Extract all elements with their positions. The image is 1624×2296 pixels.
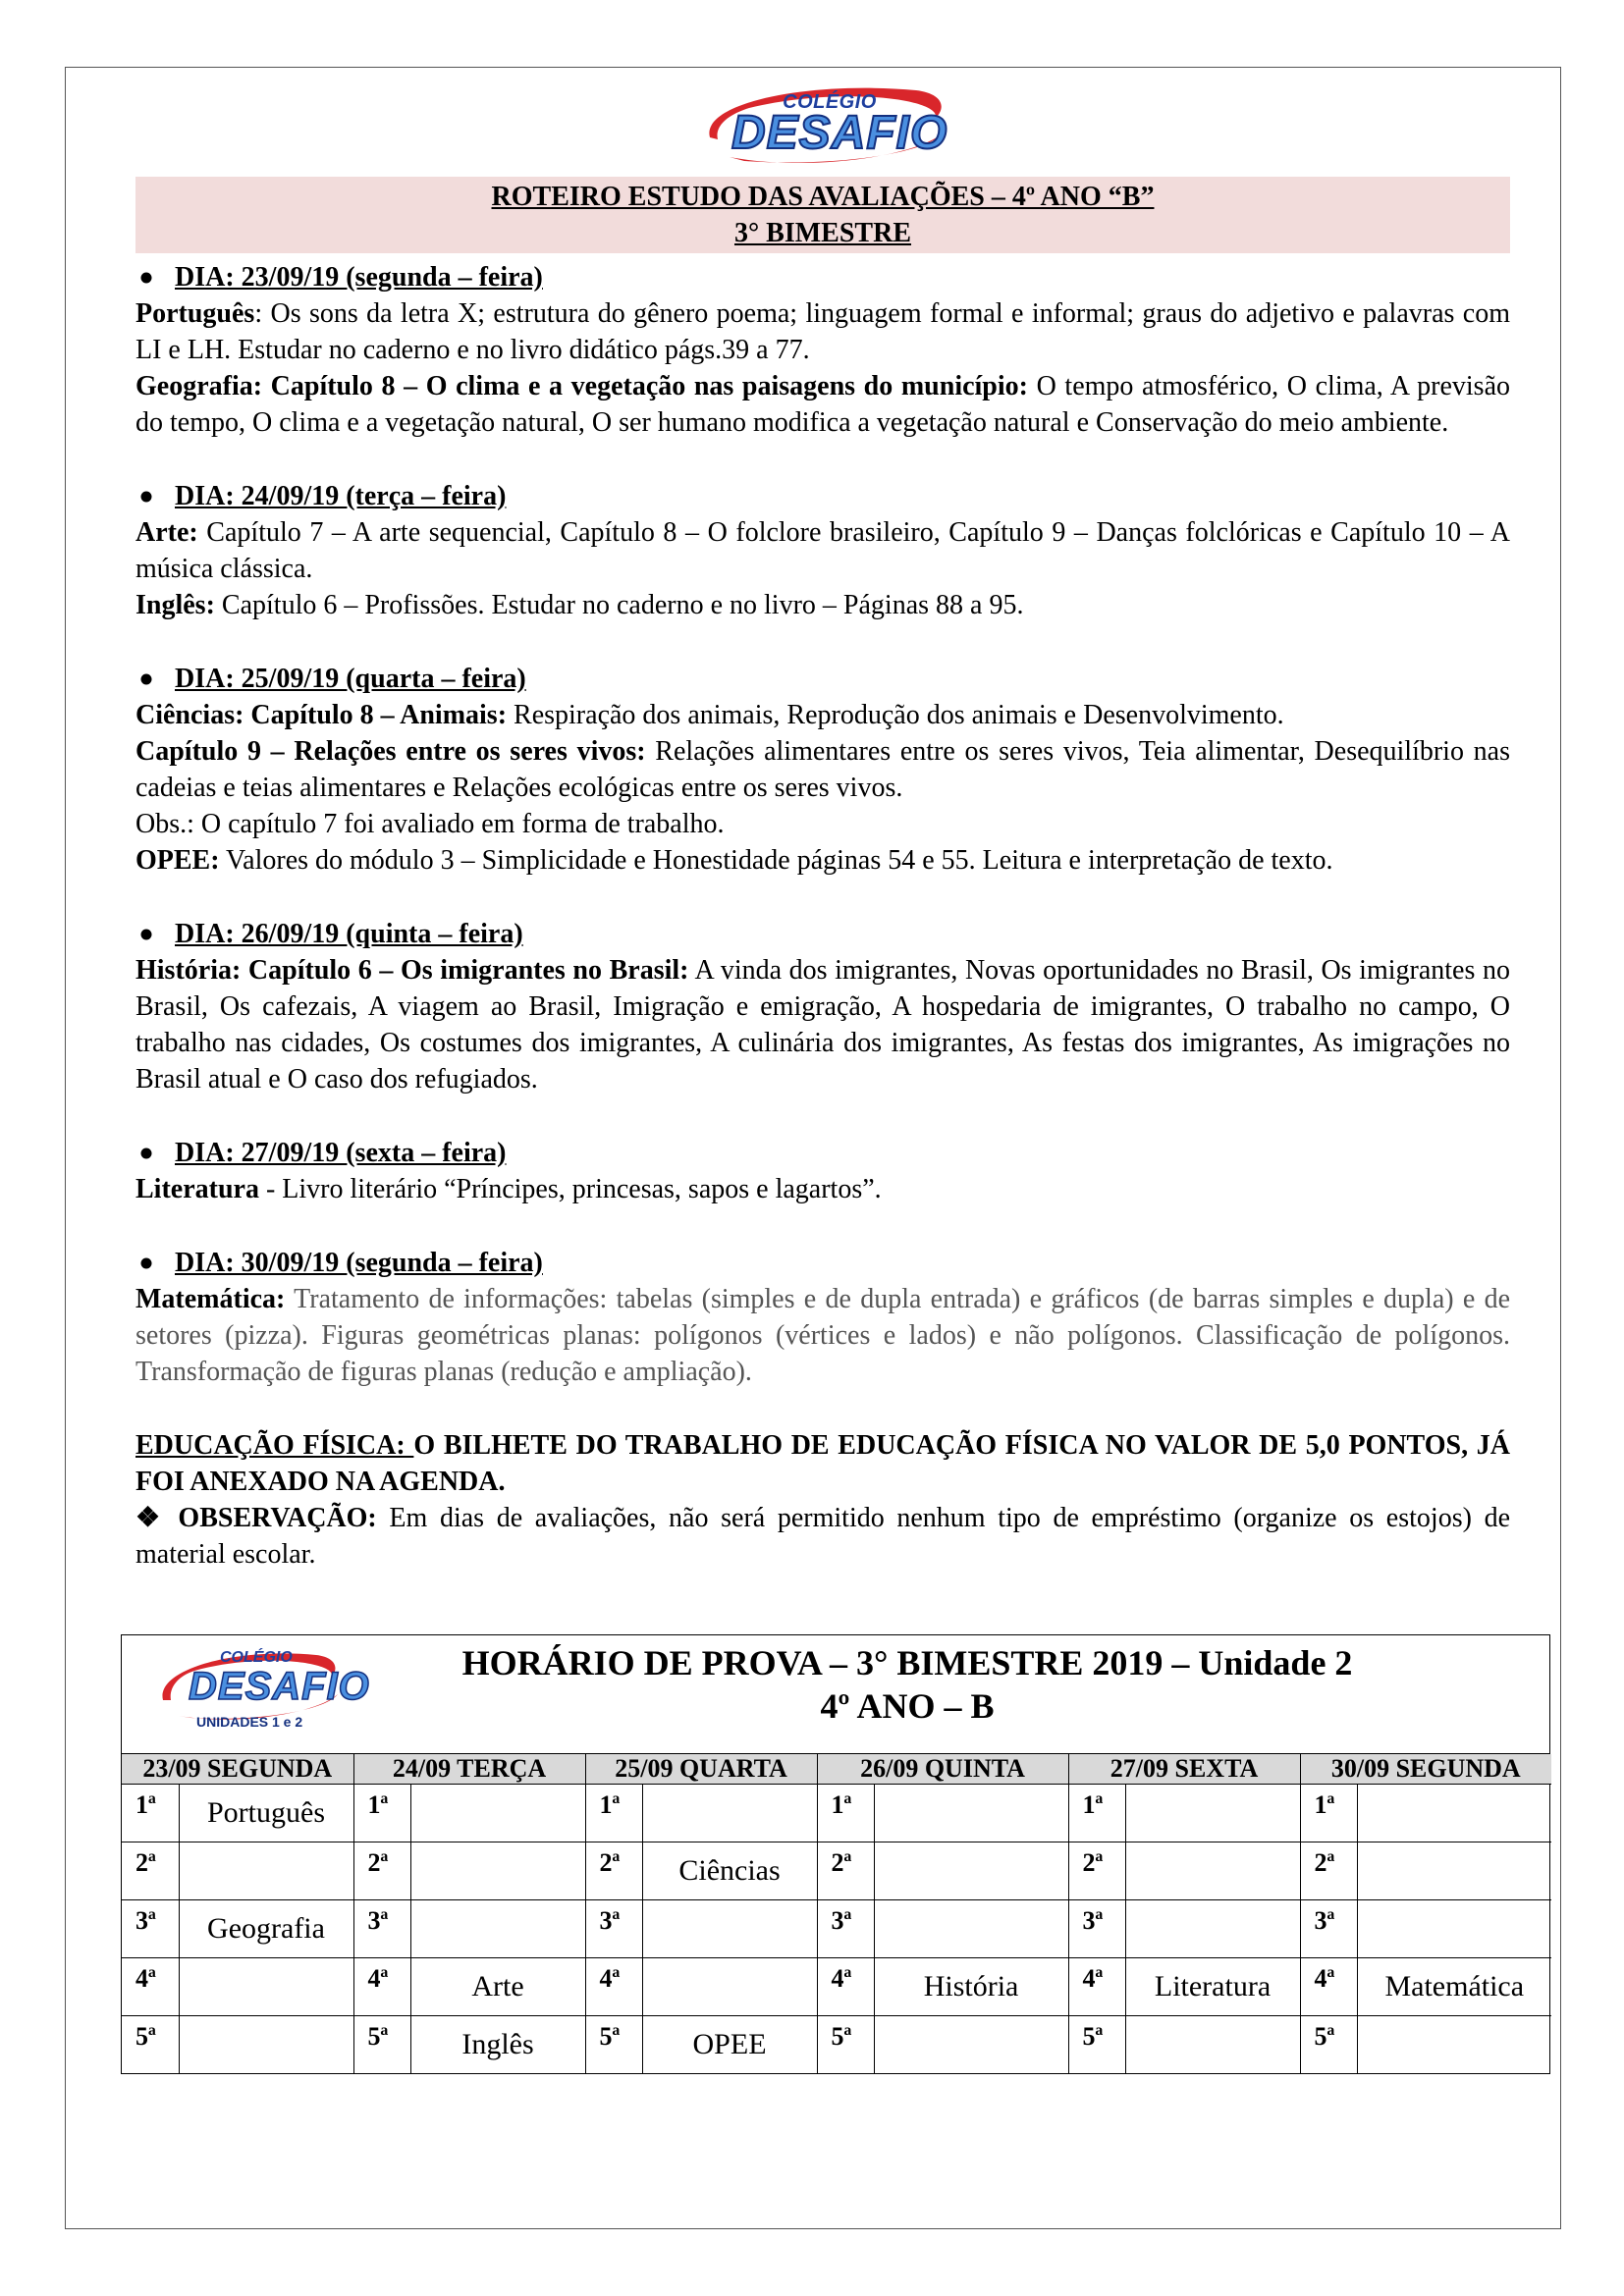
exam-subject-cell — [874, 1842, 1068, 1900]
exam-schedule — [121, 1634, 1550, 2074]
day-heading — [135, 478, 1510, 514]
logo-desafio-text: DESAFIO — [731, 107, 948, 159]
period-number: 2ª — [585, 1842, 642, 1900]
subject-text: Valores do módulo 3 – Simplicidade e Honestidade páginas 54 e 55. Leitura e interpretação de texto. — [219, 845, 1333, 876]
period-number: 3ª — [585, 1900, 642, 1958]
day-section — [135, 478, 1510, 623]
subject-text: Obs.: O capítulo 7 foi avaliado em forma de trabalho. — [135, 809, 725, 839]
subject-paragraph — [135, 842, 1510, 879]
day-label: DIA: 26/09/19 (quinta – feira) — [175, 919, 523, 949]
period-number: 4ª — [353, 1958, 410, 2016]
exam-subject-cell — [642, 1785, 817, 1842]
logo-area — [135, 79, 1510, 173]
day-section — [135, 1245, 1510, 1390]
exam-subject-cell — [1357, 1900, 1551, 1958]
exam-subject-cell — [179, 1842, 353, 1900]
table-row — [122, 1958, 1551, 2016]
bullet-icon — [139, 490, 153, 504]
exam-subject-cell: OPEE — [642, 2016, 817, 2074]
schedule-table — [122, 1754, 1551, 2073]
subject-lead: OPEE: — [135, 845, 220, 876]
exam-subject-cell — [1125, 1900, 1300, 1958]
exam-subject-cell — [642, 1958, 817, 2016]
schedule-logo-unidades: UNIDADES 1 e 2 — [196, 1714, 303, 1730]
exam-subject-cell: Inglês — [410, 2016, 585, 2074]
subject-text: Capítulo 6 – Profissões. Estudar no caderno e no livro – Páginas 88 a 95. — [214, 590, 1024, 620]
schedule-header — [122, 1635, 1549, 1754]
table-row — [122, 1785, 1551, 1842]
schedule-logo-desafio: DESAFIO — [189, 1665, 370, 1708]
period-number: 5ª — [1068, 2016, 1125, 2074]
exam-subject-cell — [179, 2016, 353, 2074]
schedule-title-block — [416, 1641, 1398, 1728]
period-number: 2ª — [1300, 1842, 1357, 1900]
day-label: DIA: 30/09/19 (segunda – feira) — [175, 1248, 543, 1278]
table-row — [122, 2016, 1551, 2074]
table-row — [122, 1900, 1551, 1958]
header-box — [135, 177, 1510, 253]
bullet-icon — [139, 1147, 153, 1160]
period-number: 1ª — [585, 1785, 642, 1842]
schedule-day-header: 26/09 QUINTA — [817, 1754, 1068, 1785]
period-number: 3ª — [353, 1900, 410, 1958]
period-number: 1ª — [1300, 1785, 1357, 1842]
exam-subject-cell — [179, 1958, 353, 2016]
exam-subject-cell — [874, 2016, 1068, 2074]
period-number: 4ª — [122, 1958, 179, 2016]
diamond-bullet-icon: ❖ — [135, 1503, 166, 1533]
subject-lead: Inglês: — [135, 590, 215, 620]
subject-lead: Arte: — [135, 517, 198, 548]
document-content — [135, 79, 1510, 1573]
educacao-fisica-note — [135, 1427, 1510, 1500]
schedule-day-header: 27/09 SEXTA — [1068, 1754, 1300, 1785]
subject-text: A vinda dos imigrantes, Novas oportunidades no Brasil, Os imigrantes no Brasil, Os cafezais, A viagem ao Brasil, Imigração e emigração, A hospedaria de imigrantes, O trabalho no campo, O trabalho nas cidades, Os costumes dos imigrantes, A culinária dos imigrantes, As festas dos imigrantes, As imigrações no Brasil atual e O caso dos refugiados. — [135, 955, 1510, 1095]
subject-lead: Ciências: Capítulo 8 – Animais: — [135, 700, 508, 730]
exam-subject-cell: História — [874, 1958, 1068, 2016]
schedule-body — [122, 1785, 1551, 2074]
subject-paragraph — [135, 1281, 1510, 1390]
subject-lead: Capítulo 9 – Relações entre os seres vivos: — [135, 736, 646, 767]
day-label: DIA: 27/09/19 (sexta – feira) — [175, 1138, 507, 1168]
day-heading — [135, 259, 1510, 295]
schedule-day-header: 23/09 SEGUNDA — [122, 1754, 353, 1785]
schedule-day-header: 25/09 QUARTA — [585, 1754, 817, 1785]
subject-paragraph — [135, 697, 1510, 733]
subject-text: Tratamento de informações: tabelas (simples e de dupla entrada) e gráficos (de barras simples e dupla) e de setores (pizza). Figuras geométricas planas: polígonos (vértices e lados) e não polígonos. Classificação de polígonos. Transformação de figuras planas (redução e ampliação). — [135, 1284, 1510, 1387]
subject-text: Respiração dos animais, Reprodução dos animais e Desenvolvimento. — [507, 700, 1284, 730]
exam-subject-cell: Literatura — [1125, 1958, 1300, 2016]
exam-subject-cell — [1357, 1842, 1551, 1900]
period-number: 5ª — [1300, 2016, 1357, 2074]
period-number: 1ª — [353, 1785, 410, 1842]
subject-lead: Matemática: — [135, 1284, 286, 1314]
subject-lead: Português — [135, 298, 255, 329]
colegio-desafio-logo — [690, 79, 955, 169]
educacao-fisica-label: EDUCAÇÃO FÍSICA: — [135, 1430, 414, 1461]
observacao-label: OBSERVAÇÃO: — [178, 1503, 377, 1533]
day-section — [135, 916, 1510, 1097]
exam-subject-cell — [1125, 2016, 1300, 2074]
observacao-text: Em dias de avaliações, não será permitido nenhum tipo de empréstimo (organize os estojos) de material escolar. — [135, 1503, 1510, 1570]
day-section — [135, 1135, 1510, 1207]
subject-paragraph — [135, 733, 1510, 806]
exam-subject-cell — [410, 1842, 585, 1900]
period-number: 2ª — [122, 1842, 179, 1900]
exam-subject-cell: Geografia — [179, 1900, 353, 1958]
observacao-note — [135, 1500, 1510, 1573]
exam-subject-cell — [874, 1785, 1068, 1842]
subject-paragraph — [135, 295, 1510, 368]
bullet-icon — [139, 271, 153, 285]
period-number: 5ª — [353, 2016, 410, 2074]
subject-paragraph — [135, 514, 1510, 587]
subject-paragraph — [135, 806, 1510, 842]
day-heading — [135, 916, 1510, 952]
period-number: 4ª — [817, 1958, 874, 2016]
period-number: 4ª — [585, 1958, 642, 2016]
period-number: 2ª — [1068, 1842, 1125, 1900]
subject-text: O tempo atmosférico, O clima, A previsão do tempo, O clima e a vegetação natural, O ser humano modifica a vegetação natural e Conservação do meio ambiente. — [135, 371, 1510, 438]
exam-subject-cell — [410, 1785, 585, 1842]
schedule-subtitle: 4º ANO – B — [820, 1686, 995, 1726]
bullet-icon — [139, 928, 153, 941]
sections-container — [135, 259, 1510, 1390]
period-number: 4ª — [1300, 1958, 1357, 2016]
day-heading — [135, 1245, 1510, 1281]
logo-colegio-text: COLÉGIO — [783, 91, 877, 113]
bullet-icon — [139, 672, 153, 686]
exam-subject-cell: Arte — [410, 1958, 585, 2016]
subject-text: Relações alimentares entre os seres vivos, Teia alimentar, Desequilíbrio nas cadeias e teias alimentares e Relações ecológicas entre os seres vivos. — [135, 736, 1510, 803]
schedule-day-header: 30/09 SEGUNDA — [1300, 1754, 1551, 1785]
day-section — [135, 661, 1510, 879]
period-number: 3ª — [817, 1900, 874, 1958]
period-number: 3ª — [1068, 1900, 1125, 1958]
day-label: DIA: 25/09/19 (quarta – feira) — [175, 664, 526, 694]
period-number: 5ª — [585, 2016, 642, 2074]
schedule-day-header: 24/09 TERÇA — [353, 1754, 585, 1785]
day-label: DIA: 23/09/19 (segunda – feira) — [175, 262, 543, 293]
day-section — [135, 259, 1510, 441]
day-heading — [135, 661, 1510, 697]
exam-subject-cell — [1357, 1785, 1551, 1842]
exam-subject-cell — [874, 1900, 1068, 1958]
exam-subject-cell — [410, 1900, 585, 1958]
exam-subject-cell: Português — [179, 1785, 353, 1842]
period-number: 1ª — [122, 1785, 179, 1842]
subject-text: - Livro literário “Príncipes, princesas, sapos e lagartos”. — [258, 1174, 882, 1204]
page-title: ROTEIRO ESTUDO DAS AVALIAÇÕES – 4º ANO “B” — [491, 182, 1155, 212]
subject-text: Capítulo 7 – A arte sequencial, Capítulo 8 – O folclore brasileiro, Capítulo 9 – Danças folclóricas e Capítulo 10 – A música clássica. — [135, 517, 1510, 584]
period-number: 5ª — [817, 2016, 874, 2074]
subject-lead: Literatura — [135, 1174, 259, 1204]
period-number: 3ª — [1300, 1900, 1357, 1958]
period-number: 4ª — [1068, 1958, 1125, 2016]
exam-subject-cell — [1125, 1842, 1300, 1900]
educacao-fisica-text: O BILHETE DO TRABALHO DE EDUCAÇÃO FÍSICA NO VALOR DE 5,0 PONTOS, JÁ FOI ANEXADO NA AGENDA. — [135, 1430, 1510, 1497]
schedule-title: HORÁRIO DE PROVA – 3° BIMESTRE 2019 – Unidade 2 — [461, 1643, 1353, 1682]
subject-paragraph — [135, 368, 1510, 441]
day-label: DIA: 24/09/19 (terça – feira) — [175, 481, 507, 511]
exam-subject-cell — [1125, 1785, 1300, 1842]
period-number: 5ª — [122, 2016, 179, 2074]
table-row — [122, 1842, 1551, 1900]
subject-lead: História: Capítulo 6 – Os imigrantes no Brasil: — [135, 955, 689, 986]
page-subtitle: 3° BIMESTRE — [733, 218, 912, 248]
schedule-logo — [149, 1639, 370, 1747]
subject-text: : Os sons da letra X; estrutura do gênero poema; linguagem formal e informal; graus do adjetivo e palavras com LI e LH. Estudar no caderno e no livro didático págs.39 a 77. — [135, 298, 1510, 365]
exam-subject-cell — [1357, 2016, 1551, 2074]
subject-paragraph — [135, 587, 1510, 623]
period-number: 2ª — [817, 1842, 874, 1900]
period-number: 2ª — [353, 1842, 410, 1900]
exam-subject-cell: Matemática — [1357, 1958, 1551, 2016]
bullet-icon — [139, 1256, 153, 1270]
schedule-day-header-row — [122, 1754, 1551, 1785]
period-number: 1ª — [817, 1785, 874, 1842]
period-number: 1ª — [1068, 1785, 1125, 1842]
day-heading — [135, 1135, 1510, 1171]
exam-subject-cell: Ciências — [642, 1842, 817, 1900]
period-number: 3ª — [122, 1900, 179, 1958]
schedule-logo-colegio: COLÉGIO — [220, 1649, 293, 1666]
subject-paragraph — [135, 952, 1510, 1097]
subject-lead: Geografia: Capítulo 8 – O clima e a vegetação nas paisagens do município: — [135, 371, 1028, 401]
exam-subject-cell — [642, 1900, 817, 1958]
subject-paragraph — [135, 1171, 1510, 1207]
